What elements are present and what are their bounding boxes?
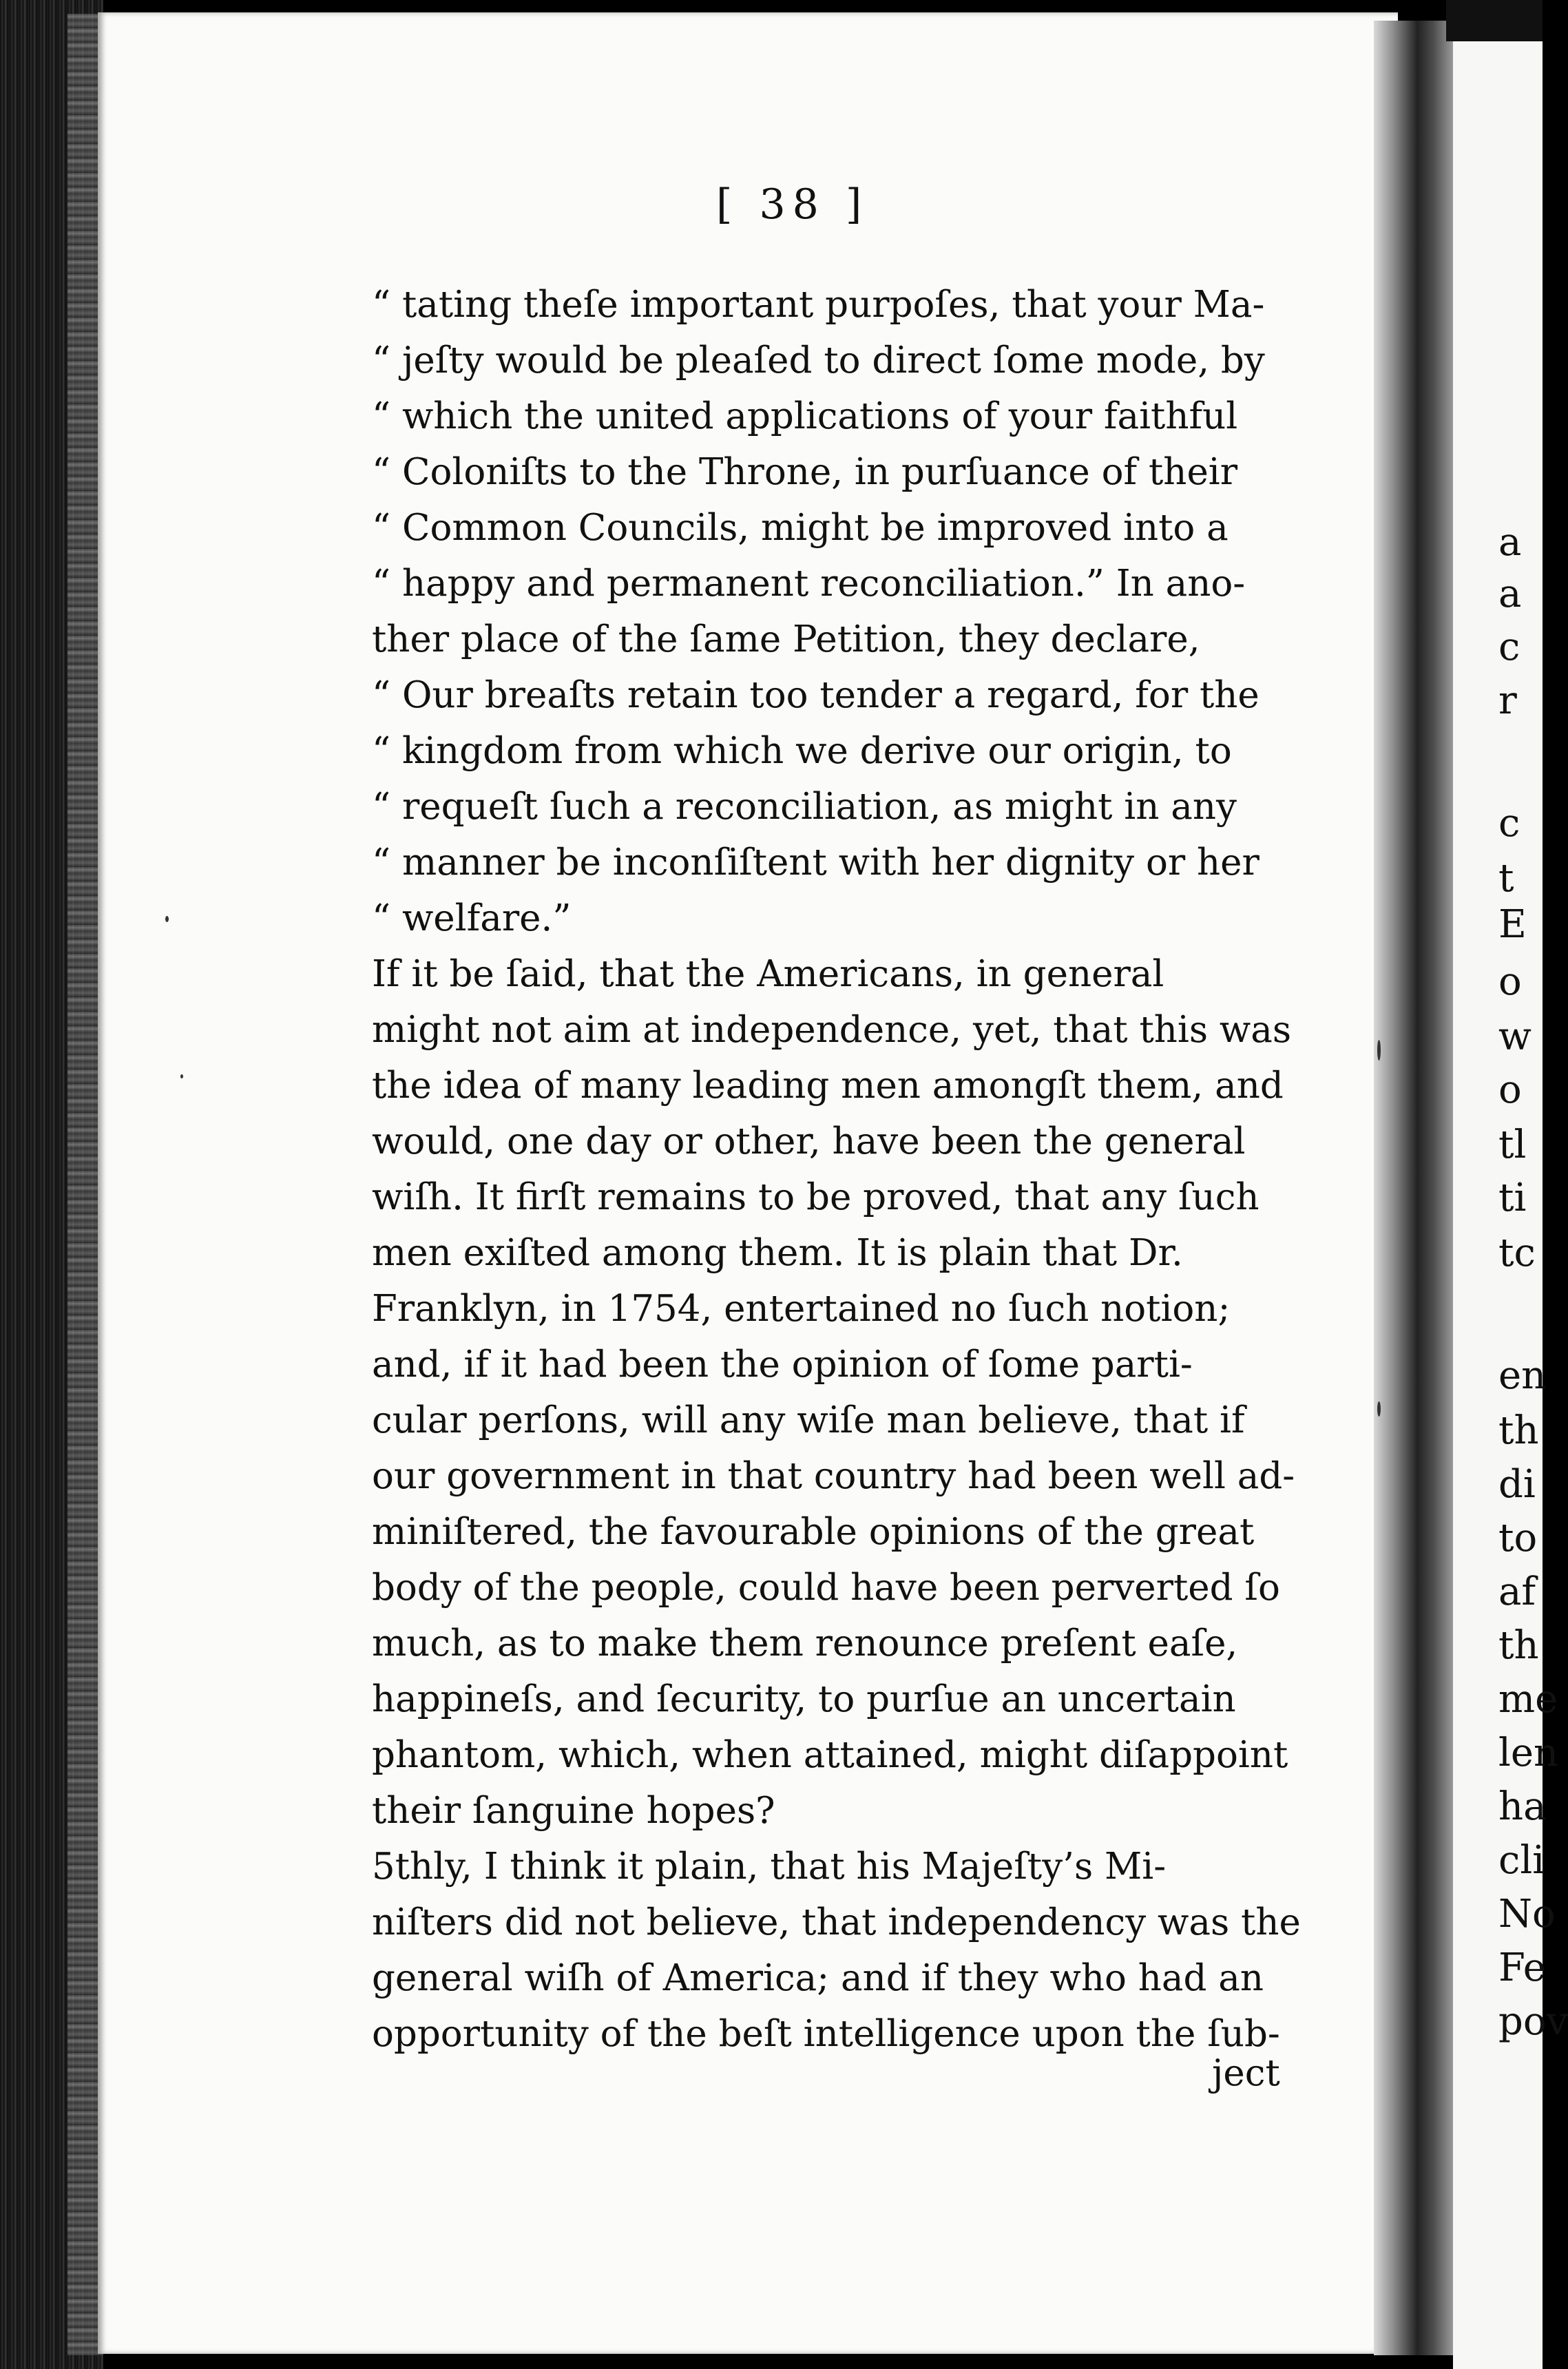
- facing-fragment: cli: [1498, 1838, 1545, 1883]
- facing-fragment: r: [1498, 678, 1517, 723]
- text-line: might not aim at independence, yet, that this was: [372, 1009, 1292, 1051]
- facing-fragment: c: [1498, 801, 1520, 846]
- text-line: general wiſh of America; and if they who had an: [372, 1957, 1264, 1999]
- text-line: niſters did not believe, that independency was the: [372, 1901, 1301, 1943]
- text-line: men exiſted among them. It is plain that Dr.: [372, 1232, 1183, 1274]
- facing-fragment: di: [1498, 1462, 1536, 1507]
- paper-speck: [1377, 1401, 1381, 1417]
- facing-fragment: ti: [1498, 1176, 1527, 1220]
- text-line: cular perſons, will any wiſe man believe, that if: [372, 1399, 1245, 1441]
- text-line: and, if it had been the opinion of ſome parti-: [372, 1344, 1193, 1386]
- text-line: phantom, which, when attained, might diſappoint: [372, 1734, 1288, 1776]
- text-line: miniſtered, the favourable opinions of the great: [372, 1511, 1255, 1553]
- text-line: “ welfare.”: [372, 897, 572, 939]
- text-line: their ſanguine hopes?: [372, 1790, 775, 1832]
- text-line: “ requeſt ſuch a reconciliation, as might in any: [372, 786, 1237, 828]
- text-line: our government in that country had been well ad-: [372, 1455, 1295, 1497]
- facing-fragment: a: [1498, 572, 1522, 616]
- text-line: ther place of the ſame Petition, they declare,: [372, 618, 1200, 660]
- facing-fragment: to: [1498, 1516, 1538, 1561]
- facing-fragment: ha: [1498, 1784, 1547, 1829]
- facing-fragment: o: [1498, 1067, 1522, 1112]
- text-line: “ Common Councils, might be improved into a: [372, 507, 1229, 549]
- facing-fragment: tl: [1498, 1123, 1527, 1167]
- text-line: wiſh. It firſt remains to be proved, that any ſuch: [372, 1176, 1259, 1218]
- page-number: [ 38 ]: [716, 180, 869, 229]
- text-line: “ kingdom from which we derive our origin, to: [372, 730, 1232, 772]
- body-text: [372, 277, 1301, 2062]
- facing-fragment: Fe: [1498, 1945, 1546, 1990]
- text-line: “ which the united applications of your faithful: [372, 395, 1238, 437]
- text-line: “ jeſty would be pleaſed to direct ſome mode, by: [372, 340, 1265, 382]
- book-gutter-shadow: [1374, 21, 1453, 2355]
- facing-fragment: w: [1498, 1014, 1532, 1059]
- text-line: would, one day or other, have been the general: [372, 1120, 1246, 1162]
- text-line: If it be ſaid, that the Americans, in general: [372, 953, 1164, 995]
- facing-fragment: No: [1498, 1892, 1556, 1937]
- paper-speck: [165, 916, 169, 922]
- facing-fragment: t: [1498, 856, 1514, 901]
- facing-fragment: o: [1498, 959, 1522, 1004]
- text-line: “ tating theſe important purpoſes, that your Ma-: [372, 284, 1265, 326]
- facing-fragment: E: [1498, 902, 1527, 947]
- text-line: “ happy and permanent reconciliation.” In ano-: [372, 563, 1246, 605]
- facing-fragment: me: [1498, 1677, 1558, 1722]
- text-line: “ Our breaſts retain too tender a regard, for the: [372, 674, 1259, 716]
- paper-speck: [1377, 1040, 1381, 1061]
- text-line: “ Coloniſts to the Throne, in purſuance of their: [372, 451, 1238, 493]
- text-line: 5thly, I think it plain, that his Majeſty’s Mi-: [372, 1846, 1167, 1888]
- facing-fragment: len: [1498, 1731, 1559, 1775]
- text-line: happineſs, and ſecurity, to purſue an uncertain: [372, 1678, 1236, 1720]
- facing-fragment: th: [1498, 1408, 1539, 1453]
- catchword: ject: [1212, 2052, 1280, 2094]
- facing-fragment: th: [1498, 1623, 1539, 1668]
- text-line: body of the people, could have been perverted ſo: [372, 1567, 1280, 1609]
- paper-speck: [180, 1074, 183, 1078]
- facing-fragment: c: [1498, 625, 1520, 669]
- facing-page-text: [1498, 0, 1568, 2369]
- text-line: opportunity of the beſt intelligence upon the ſub-: [372, 2013, 1280, 2055]
- text-line: “ manner be inconſiſtent with her dignity or her: [372, 842, 1259, 884]
- facing-fragment: en: [1498, 1353, 1547, 1398]
- text-line: Franklyn, in 1754, entertained no ſuch notion;: [372, 1288, 1231, 1330]
- text-line: the idea of many leading men amongſt them, and: [372, 1065, 1284, 1107]
- facing-fragment: af: [1498, 1569, 1536, 1614]
- facing-fragment: pov: [1498, 1999, 1568, 2044]
- facing-fragment: a: [1498, 520, 1522, 565]
- text-line: much, as to make them renounce preſent eaſe,: [372, 1622, 1238, 1664]
- facing-fragment: tc: [1498, 1231, 1536, 1275]
